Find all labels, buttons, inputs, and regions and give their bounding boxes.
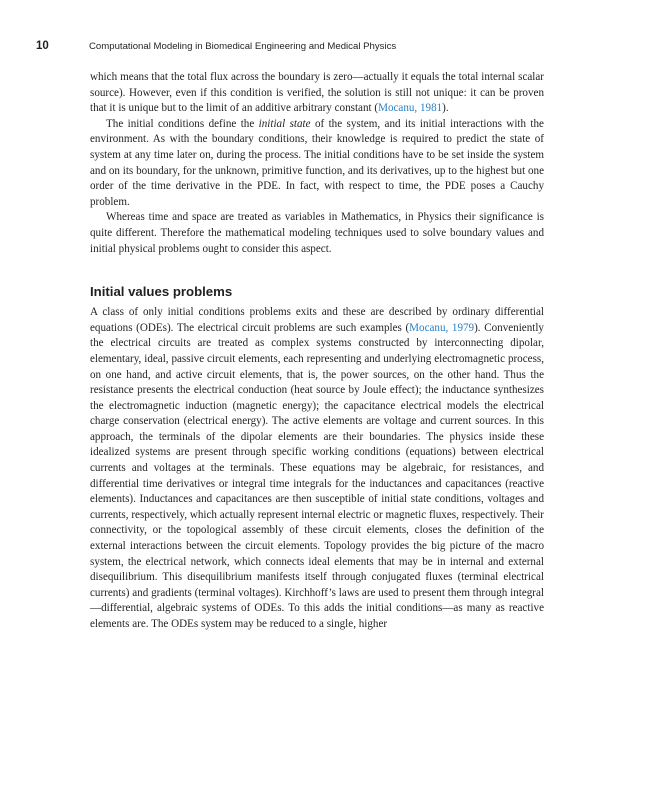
page-body (90, 70, 544, 633)
page-number: 10 (36, 40, 49, 52)
paragraph (90, 117, 544, 211)
emphasis-term: initial state (258, 117, 311, 130)
section-heading: Initial values problems (90, 284, 233, 300)
paragraph: Whereas time and space are treated as variables in Mathematics, in Physics their significance is quite different. Therefore the mathematical modeling techniques used to solve boundary values and initial physical problems ought to consider this aspect. (90, 211, 544, 255)
paragraph-text: of the system, and its initial interactions with the environment. As with the boundary conditions, their knowledge is required to predict the state of system at any time later on, during the process. The initial conditions have to be set inside the system and on its boundary, for the unknown, primitive function, and its derivatives, up to the highest but one order of the time derivative in the PDE. In fact, with respect to time, the PDE poses a Cauchy problem. (90, 117, 544, 208)
paragraph-text: ). (442, 102, 449, 115)
paragraph-text: A class of only initial conditions problems exits and these are described by ordinary differential equations (ODEs). The electrical circuit problems are such examples ( (90, 306, 544, 334)
paragraph-text: The initial conditions define the (106, 117, 259, 130)
running-title: Computational Modeling in Biomedical Engineering and Medical Physics (89, 41, 397, 52)
citation-link[interactable]: Mocanu, 1979 (409, 321, 475, 334)
paragraph (90, 305, 544, 632)
paragraph-text: ). Conveniently the electrical circuits are treated as complex systems constructed by interconnecting dipolar, elementary, ideal, passive circuit elements, each representing and underlying electromagnetic process, on one hand, and active circuit elements, that is, the power sources, on the other hand. Thus the resistance presents the electrical conduction (heat source by Joule effect); the inductance synthesizes the electromagnetic induction (magnetic energy); the capacitance electrical models the electrical charge conservation (electrical energy). The active elements are voltage and current sources. In this approach, the terminals of the dipolar elements are their boundaries. The physics inside these idealized systems are present through specific working conditions (equations) between electrical currents and voltages at the terminals. These equations may be algebraic, for resistances, and differential time derivatives or integral time integrals for the inductances and capacitances (reactive elements). Inductances and capacitances are then susceptible of initial state conditions, voltages and currents, respectively, which actually represent internal electric or magnetic fluxes, respectively. Their connectivity, or the topological assembly of these circuit elements, closes the definition of the external interactions between the circuit elements. Topology provides the big picture of the macro system, the electrical network, which connects ideal elements that may be in internal and external disequilibrium. This disequilibrium manifests itself through conjugated fluxes (terminal electrical currents) and gradients (terminal voltages). Kirchhoff’s laws are used to present them through integral—differential, algebraic systems of ODEs. To this adds the initial conditions—as many as reactive elements are. The ODEs system may be reduced to a single, higher (90, 321, 544, 630)
paragraph (90, 70, 544, 117)
paragraph-text: which means that the total flux across the boundary is zero—actually it equals the total internal scalar source). However, even if this condition is verified, the solution is still not unique: it can be proven that it is unique but to the limit of an additive arbitrary constant ( (90, 71, 544, 115)
citation-link[interactable]: Mocanu, 1981 (378, 102, 443, 115)
